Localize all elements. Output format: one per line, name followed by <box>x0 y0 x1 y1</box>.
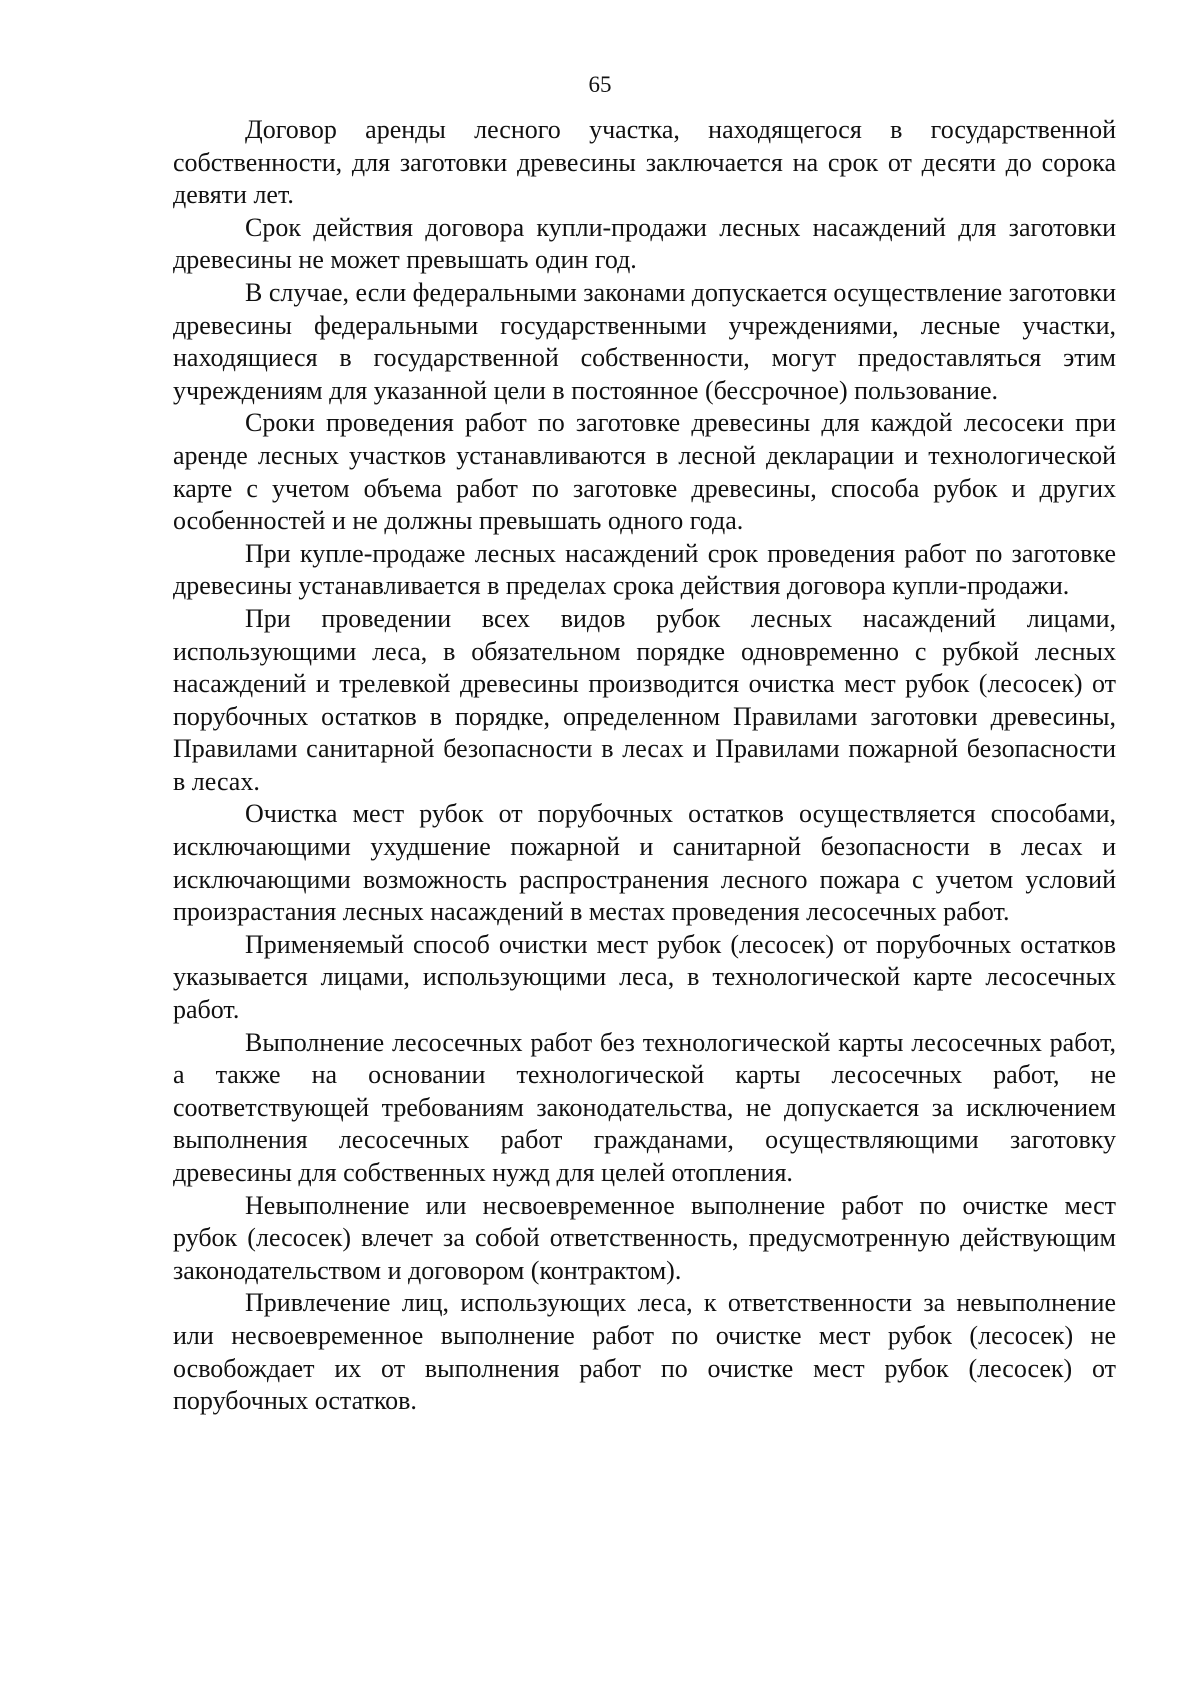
paragraph: Невыполнение или несвоевременное выполнение работ по очистке мест рубок (лесосек) влечет за собой ответственность, предусмотренную действующим законодательством и договором (контрактом). <box>173 1190 1116 1285</box>
paragraph: Сроки проведения работ по заготовке древесины для каждой лесосеки при аренде лесных участков устанавливаются в лесной декларации и технологической карте с учетом объема работ по заготовке древесины, способа рубок и других особенностей и не должны превышать одного года. <box>173 408 1116 536</box>
paragraph: При купле-продаже лесных насаждений срок проведения работ по заготовке древесины устанавливается в пределах срока действия договора купли-продажи. <box>173 538 1116 601</box>
paragraph: В случае, если федеральными законами допускается осуществление заготовки древесины федеральными государственными учреждениями, лесные участки, находящиеся в государственной собственности, могут предоставляться этим учреждениям для указанной цели в постоянное (бессрочное) пользование. <box>173 277 1117 405</box>
paragraph: Договор аренды лесного участка, находящегося в государственной собственности, для заготовки древесины заключается на срок от десяти до сорока девяти лет. <box>173 115 1116 210</box>
paragraph: Привлечение лиц, использующих леса, к ответственности за невыполнение или несвоевременное выполнение работ по очистке мест рубок (лесосек) не освобождает их от выполнения работ по очистке мест рубок (лесосек) от порубочных остатков. <box>173 1288 1116 1416</box>
paragraph: Срок действия договора купли-продажи лесных насаждений для заготовки древесины не может превышать один год. <box>173 212 1116 275</box>
paragraph: Применяемый способ очистки мест рубок (лесосек) от порубочных остатков указывается лицами, использующими леса, в технологической карте лесосечных работ. <box>173 929 1116 1025</box>
paragraph: Очистка мест рубок от порубочных остатков осуществляется способами, исключающими ухудшение пожарной и санитарной безопасности в лесах и исключающими возможность распространения лесного пожара с учетом условий произрастания лесных насаждений в местах проведения лесосечных работ. <box>173 799 1116 927</box>
paragraph: При проведении всех видов рубок лесных насаждений лицами, использующими леса, в обязательном порядке одновременно с рубкой лесных насаждений и трелевкой древесины производится очистка мест рубок (лесосек) от порубочных остатков в порядке, определенном Правилами заготовки древесины, Правилами санитарной безопасности в лесах и Правилами пожарной безопасности в лесах. <box>173 603 1116 796</box>
paragraph: Выполнение лесосечных работ без технологической карты лесосечных работ, а также на основании технологической карты лесосечных работ, не соответствующей требованиям законодательства, не допускается за исключением выполнения лесосечных работ гражданами, осуществляющими заготовку древесины для собственных нужд для целей отопления. <box>173 1027 1116 1187</box>
page-number: 65 <box>588 72 612 97</box>
body-text <box>173 114 1116 1418</box>
